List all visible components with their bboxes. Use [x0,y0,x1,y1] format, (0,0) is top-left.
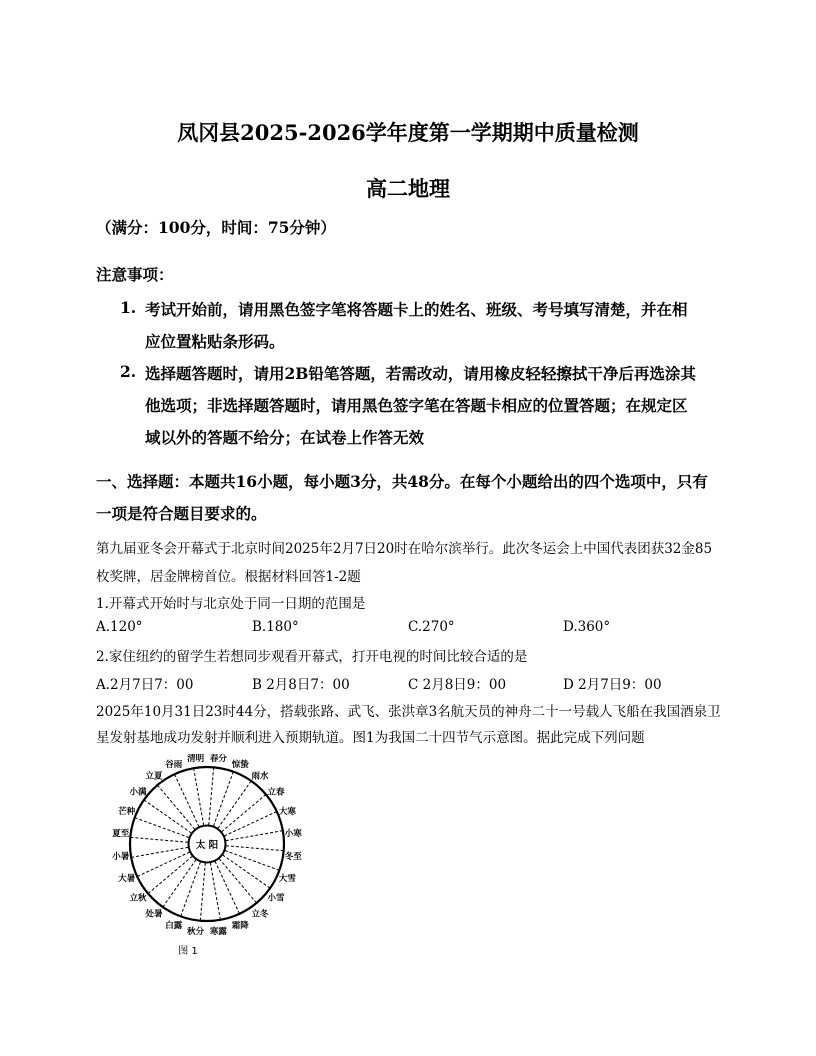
solar-term-label: 立秋 [129,893,147,904]
question-2-option-d: D 2月7日9：00 [563,677,662,693]
notice-item-2-line-1: 选择题答题时，请用2B铅笔答题，若需改动，请用橡皮轻轻擦拭干净后再选涂其 [145,364,696,383]
solar-term-ray [226,846,283,851]
solar-term-label: 寒露 [209,926,227,937]
solar-term-ray [226,831,282,841]
subject-title: 高二地理 [366,176,450,201]
solar-term-ray [225,851,279,871]
solar-term-label: 芒种 [118,807,136,818]
exam-title: 凤冈县2025-2026学年度第一学期期中质量检测 [177,120,639,145]
notice-item-2-number: 2. [120,362,137,381]
notice-item-1-line-2: 应位置粘贴条形码。 [145,332,285,351]
solar-term-label: 大雪 [278,873,296,884]
solar-term-label: 立夏 [145,771,163,782]
solar-term-label: 清明 [187,754,205,765]
solar-terms-diagram [90,754,320,966]
solar-term-label: 夏至 [112,829,130,840]
question-2-stem: 2.家住纽约的留学生若想同步观看开幕式，打开电视的时间比较合适的是 [96,649,528,665]
solar-term-ray [210,863,220,919]
solar-term-label: 大暑 [118,873,136,884]
question-1-option-b: B.180° [252,619,299,635]
solar-term-label: 冬至 [284,851,302,862]
solar-term-label: 惊蛰 [231,760,249,771]
solar-term-ray [149,856,193,893]
solar-term-label: 小雪 [267,893,285,904]
solar-term-ray [181,862,201,916]
solar-term-ray [200,863,205,920]
solar-term-label: 雨水 [251,771,269,782]
material-2-line-1: 2025年10月31日23时44分，搭载张路、武飞、张洪章3名航天员的神舟二十一号载人飞船在我国酒泉卫 [96,704,721,720]
solar-term-label: 霜降 [231,920,249,931]
solar-term-label: 立冬 [251,909,269,920]
exam-meta: （满分：100分，时间：75分钟） [96,218,336,237]
solar-term-ray [175,775,199,827]
notice-item-2-line-2: 他选项；非选择题答题时，请用黑色签字笔在答题卡相应的位置答题；在规定区 [145,396,688,415]
solar-term-label: 春分 [209,754,227,765]
solar-term-label: 谷雨 [165,760,183,771]
question-2-option-a: A.2月7日7：00 [96,677,194,693]
question-1-option-a: A.120° [96,619,143,635]
solar-term-ray [209,768,214,825]
solar-term-label: 处暑 [145,909,163,920]
solar-term-ray [136,818,190,838]
question-2-option-b: B 2月8日7：00 [252,677,350,693]
material-1-line-1: 第九届亚冬会开幕式于北京时间2025年2月7日20时在哈尔滨举行。此次冬运会上中国代表团获32金85 [96,541,713,557]
solar-term-label: 小寒 [284,829,302,840]
notice-item-1-number: 1. [120,298,137,317]
solar-term-label: 白露 [165,920,183,931]
solar-term-ray [132,847,188,857]
question-2-option-c: C 2月8日9：00 [408,677,507,693]
solar-term-ray [194,769,204,825]
solar-term-ray [224,812,276,836]
notice-heading: 注意事项： [96,265,174,284]
notice-item-2-line-3: 域以外的答题不给分；在试卷上作答无效 [145,428,425,447]
material-1-line-2: 枚奖牌，居金牌榜首位。根据材料回答1-2题 [96,569,361,585]
solar-term-ray [219,859,256,903]
solar-term-ray [138,852,190,876]
sun-label: 太 阳 [195,840,219,851]
solar-term-label: 立春 [267,787,285,798]
notice-item-1-line-1: 考试开始前，请用黑色签字笔将答题卡上的姓名、班级、考号填写清楚，并在相 [145,300,688,319]
solar-term-ray [131,837,188,842]
solar-term-label: 小暑 [112,851,130,862]
question-1-option-c: C.270° [408,619,455,635]
solar-term-ray [215,861,239,913]
solar-term-ray [158,786,195,830]
solar-term-label: 大寒 [278,807,296,818]
question-1-stem: 1.开幕式开始时与北京处于同一日期的范围是 [96,596,366,612]
solar-term-ray [222,795,266,832]
figure-caption: 图 1 [178,946,198,957]
section-1-heading-line-2: 一项是符合题目要求的。 [96,504,267,523]
solar-term-label: 小满 [129,787,147,798]
question-1-option-d: D.360° [563,619,611,635]
section-1-heading-line-1: 一、选择题：本题共16小题，每小题3分，共48分。在每个小题给出的四个选项中，只有 [96,472,708,491]
solar-term-ray [214,773,234,827]
material-2-line-2: 星发射基地成功发射并顺利进入预期轨道。图1为我国二十四节气示意图。据此完成下列问题 [96,730,645,746]
solar-term-label: 秋分 [187,926,205,937]
